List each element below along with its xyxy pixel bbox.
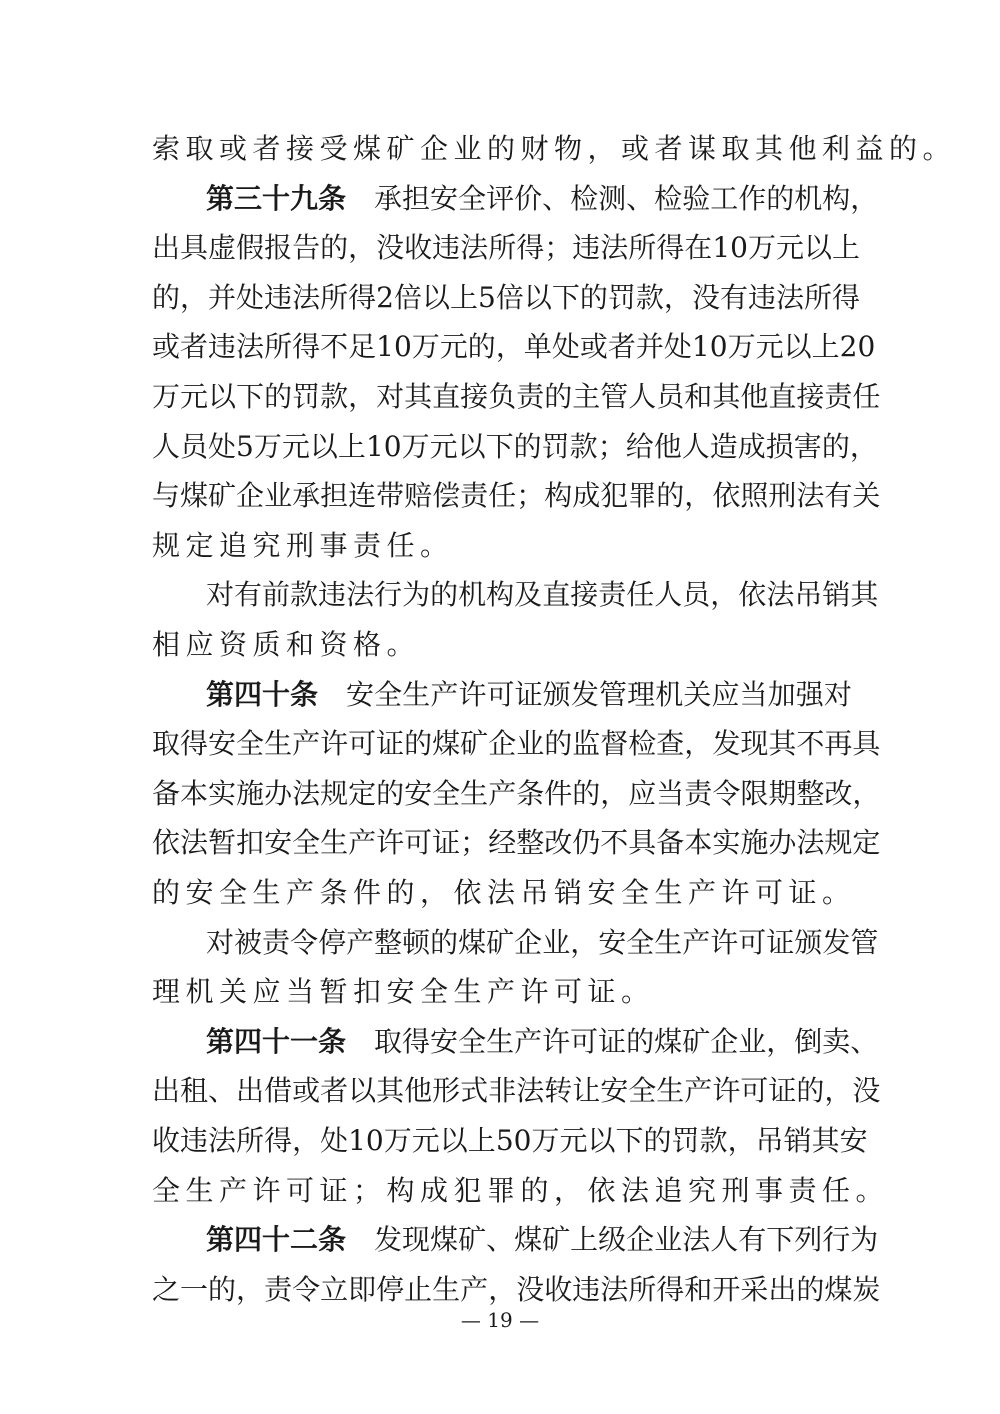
text-line [152, 770, 881, 817]
line-text: 万 元 以 下 的 罚 款 ， 对 其 直 接 负 责 的 主 管 人 员 和 其 他 直 接 责 任 [152, 380, 881, 413]
line-text: 承 担 安 全 评 价 、 检 测 、 检 验 工 作 的 机 构 ， [374, 181, 879, 215]
text-line [152, 224, 861, 271]
line-text: 发 现 煤 矿 、 煤 矿 上 级 企 业 法 人 有 下 列 行 为 [374, 1223, 879, 1257]
text-line [152, 423, 878, 470]
text-line [152, 1266, 881, 1313]
article-heading: 第四十二条 [206, 1223, 347, 1257]
line-text: 与 煤 矿 企 业 承 担 连 带 赔 偿 责 任 ； 构 成 犯 罪 的 ， 依 照 刑 法 有 关 [152, 479, 881, 513]
text-line [152, 869, 856, 916]
text-line [152, 323, 876, 370]
line-text: 收 违 法 所 得 ， 处 10 万 元 以 上 50 万 元 以 下 的 罚 款 ， 吊 销 其 安 [152, 1124, 868, 1157]
line-text: 出 具 虚 假 报 告 的 ， 没 收 违 法 所 得 ； 违 法 所 得 在 10 万 元 以 上 [152, 231, 861, 265]
text-line [152, 373, 881, 420]
line-text: 人 员 处 5 万 元 以 上 10 万 元 以 下 的 罚 款 ； 给 他 人 造 成 损 害 的 ， [152, 429, 878, 463]
line-text: 依 法 暂 扣 安 全 生 产 许 可 证 ； 经 整 改 仍 不 具 备 本 实 施 办 法 规 定 [152, 826, 881, 860]
text-line [152, 522, 852, 569]
text-line [152, 274, 861, 321]
line-text: 规定追究刑事责任。 [152, 528, 454, 562]
article-heading: 第四十条 [206, 677, 319, 711]
text-line [152, 1117, 868, 1164]
text-line [206, 1216, 879, 1263]
line-text: 对 被 责 令 停 产 整 顿 的 煤 矿 企 业 ， 安 全 生 产 许 可 证 颁 发 管 [206, 925, 879, 959]
text-line [152, 1167, 890, 1214]
line-text: 安 全 生 产 许 可 证 颁 发 管 理 机 关 应 当 加 强 对 [346, 677, 852, 711]
text-line [206, 671, 852, 718]
line-text: 取 得 安 全 生 产 许 可 证 的 煤 矿 企 业 的 监 督 检 查 ， 发 现 其 不 再 具 [152, 727, 881, 761]
text-line [206, 1018, 879, 1065]
line-text: 出 租 、 出 借 或 者 以 其 他 形 式 非 法 转 让 安 全 生 产 许 可 证 的 ， 没 [152, 1074, 881, 1108]
text-line [152, 968, 852, 1015]
text-line [152, 125, 957, 172]
text-line [206, 175, 879, 222]
line-text: 对 有 前 款 违 法 行 为 的 机 构 及 直 接 责 任 人 员 ， 依 法 吊 销 其 [206, 578, 879, 612]
line-text: 的 ， 并 处 违 法 所 得 2 倍 以 上 5 倍 以 下 的 罚 款 ， 没 有 违 法 所 得 [152, 280, 861, 314]
text-line [206, 571, 879, 618]
line-text: 全生产许可证；构成犯罪的，依法追究刑事责任。 [152, 1173, 890, 1207]
line-text: 相应资质和资格。 [152, 628, 421, 661]
line-text: 的安全生产条件的，依法吊销安全生产许可证。 [152, 876, 856, 909]
article-heading: 第四十一条 [206, 1024, 347, 1058]
article-heading: 第三十九条 [206, 181, 347, 215]
line-text: 或 者 违 法 所 得 不 足 10 万 元 的 ， 单 处 或 者 并 处 10 万 元 以 上 20 [152, 330, 876, 364]
text-line [206, 919, 879, 966]
line-text: 之 一 的 ， 责 令 立 即 停 止 生 产 ， 没 收 违 法 所 得 和 开 采 出 的 煤 炭 [152, 1272, 881, 1306]
text-line [152, 819, 881, 866]
page-number: — 19 — [460, 1308, 540, 1332]
text-line [152, 472, 881, 519]
text-line [152, 621, 852, 668]
line-text: 理机关应当暂扣安全生产许可证。 [152, 975, 655, 1009]
text-line [152, 1067, 881, 1114]
text-line [152, 720, 881, 767]
line-text: 备 本 实 施 办 法 规 定 的 安 全 生 产 条 件 的 ， 应 当 责 令 限 期 整 改 ， [152, 776, 881, 810]
line-text: 取 得 安 全 生 产 许 可 证 的 煤 矿 企 业 ， 倒 卖 、 [374, 1024, 879, 1058]
line-text: 索取或者接受煤矿企业的财物，或者谋取其他利益的。 [152, 132, 957, 165]
